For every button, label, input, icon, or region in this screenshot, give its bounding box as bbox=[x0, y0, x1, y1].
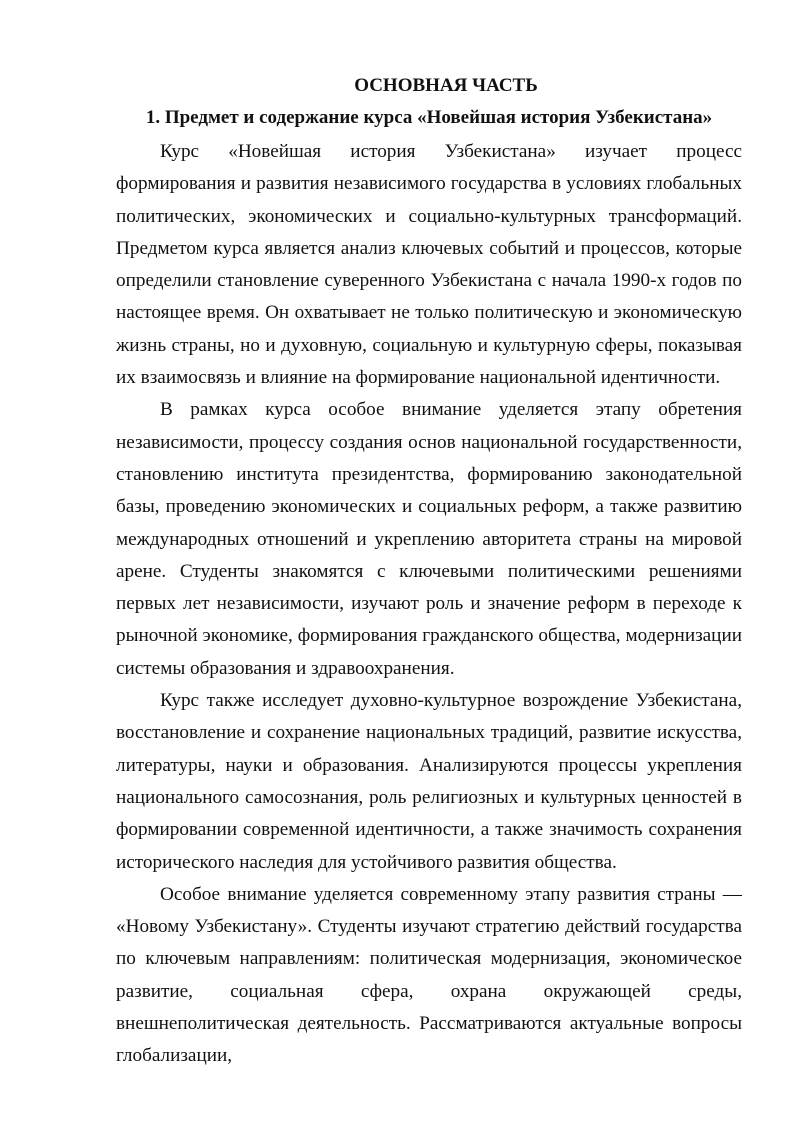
paragraph-1: Курс «Новейшая история Узбекистана» изучает процесс формирования и развития независимого государства в условиях глобальных политических, экономических и социально-культурных трансформаций. Предметом курса является анализ ключевых событий и процессов, которые определили становление суверенного Узбекистана с начала 1990-х годов по настоящее время. Он охватывает не только политическую и экономическую жизнь страны, но и духовную, социальную и культурную сферы, показывая их взаимосвязь и влияние на формирование национальной идентичности. bbox=[116, 141, 742, 389]
title-block bbox=[116, 70, 742, 134]
document-page bbox=[116, 70, 742, 1073]
subsection-title: 1. Предмет и содержание курса «Новейшая история Узбекистана» bbox=[145, 107, 713, 128]
paragraph-3: Курс также исследует духовно-культурное возрождение Узбекистана, восстановление и сохранение национальных традиций, развитие искусства, литературы, науки и образования. Анализируются процессы укрепления национального самосознания, роль религиозных и культурных ценностей в формировании современной идентичности, а также значимость сохранения исторического наследия для устойчивого развития общества. bbox=[116, 690, 742, 873]
paragraph-4: Особое внимание уделяется современному этапу развития страны — «Новому Узбекистану». Студенты изучают стратегию действий государства по ключевым направлениям: политическая модернизация, экономическое развитие, социальная сфера, охрана окружающей среды, внешнеполитическая деятельность. Рассматриваются актуальные вопросы глобализации, bbox=[116, 883, 742, 1067]
section-title: ОСНОВНАЯ ЧАСТЬ bbox=[354, 75, 538, 96]
paragraph-2: В рамках курса особое внимание уделяется этапу обретения независимости, процессу создания основ национальной государственности, становлению института президентства, формированию законодательной базы, проведению экономических и социальных реформ, а также развитию международных отношений и укреплению авторитета страны на мировой арене. Студенты знакомятся с ключевыми политическими решениями первых лет независимости, изучают роль и значение реформ в переходе к рыночной экономике, формирования гражданского общества, модернизации системы образования и здравоохранения. bbox=[116, 399, 742, 679]
